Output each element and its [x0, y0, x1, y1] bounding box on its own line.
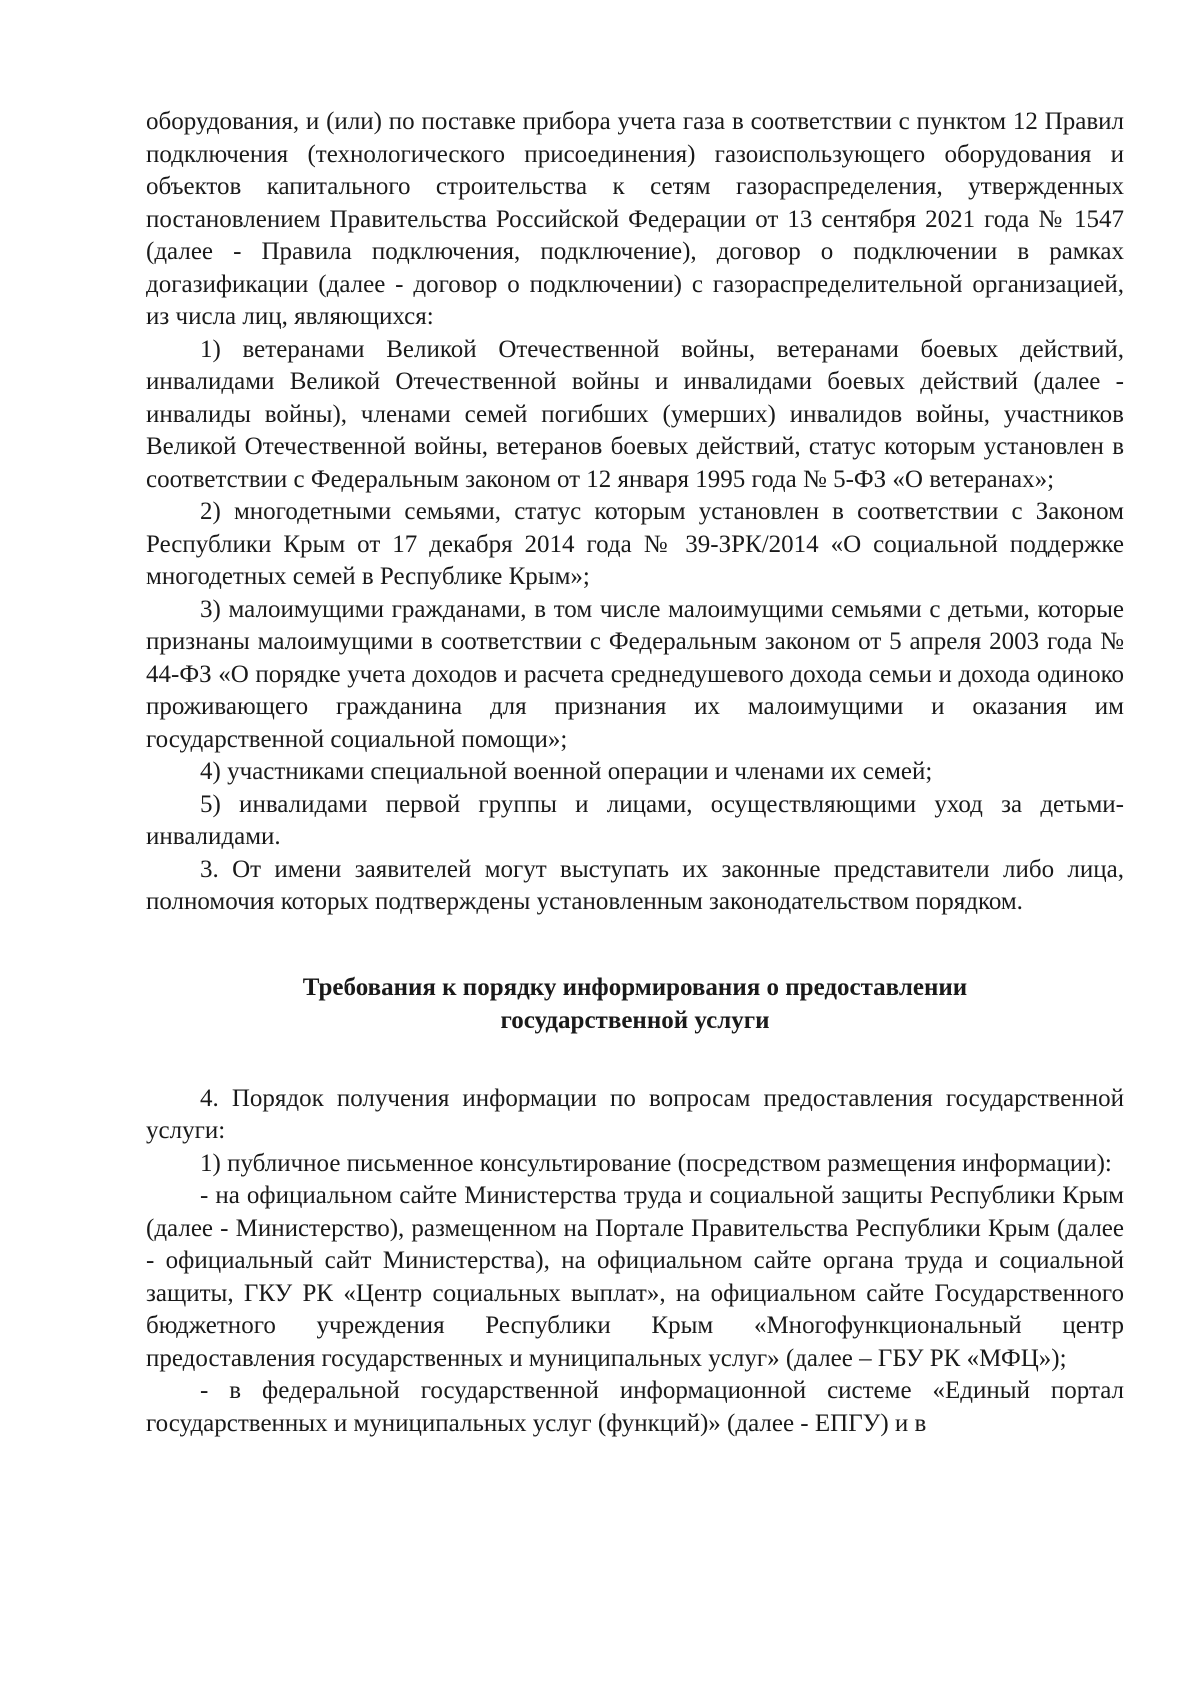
document-body-top [146, 106, 1124, 919]
paragraph-point-4-1: 1) публичное письменное консультирование (посредством размещения информации): [200, 1149, 1112, 1177]
document-page [146, 106, 1124, 1440]
paragraph-point-4-1-a: - на официальном сайте Министерства труда и социальной защиты Республики Крым (далее - Министерство), размещенном на Портале Правительства Республики Крым (далее - официальный сайт Министерства), на официальном сайте органа труда и социальной защиты, ГКУ РК «Центр социальных выплат», на официальном сайте Государственного бюджетного учреждения Республики Крым «Многофункциональный центр предоставления государственных и муниципальных услуг» (далее – ГБУ РК «МФЦ»); [146, 1182, 1124, 1372]
section-heading [146, 971, 1124, 1037]
paragraph-point-3: 3. От имени заявителей могут выступать их законные представители либо лица, полномочия которых подтверждены установленным законодательством порядком. [146, 855, 1124, 915]
paragraph-point-4-1-b: - в федеральной государственной информационной системе «Единый портал государственных и муниципальных услуг (функций)» (далее - ЕПГУ) и в [146, 1377, 1124, 1437]
paragraph-point-4: 4. Порядок получения информации по вопросам предоставления государственной услуги: [146, 1084, 1124, 1144]
paragraph-intro: оборудования, и (или) по поставке прибора учета газа в соответствии с пунктом 12 Правил подключения (технологического присоединения) газоиспользующего оборудования и объектов капитального строительства к сетям газораспределения, утвержденных постановлением Правительства Российской Федерации от 13 сентября 2021 года № 1547 (далее - Правила подключения, подключение), договор о подключении в рамках догазификации (далее - договор о подключении) с газораспределительной организацией, из числа лиц, являющихся: [146, 108, 1124, 330]
paragraph-item-2: 2) многодетными семьями, статус которым установлен в соответствии с Законом Республики Крым от 17 декабря 2014 года № 39-ЗРК/2014 «О социальной поддержке многодетных семей в Республике Крым»; [146, 498, 1124, 590]
section-heading-line-2: государственной услуги [500, 1006, 770, 1034]
paragraph-item-1: 1) ветеранами Великой Отечественной войны, ветеранами боевых действий, инвалидами Великой Отечественной войны и инвалидами боевых действий (далее - инвалиды войны), членами семей погибших (умерших) инвалидов войны, участников Великой Отечественной войны, ветеранов боевых действий, статус которым установлен в соответствии с Федеральным законом от 12 января 1995 года № 5-ФЗ «О ветеранах»; [146, 335, 1124, 493]
paragraph-item-3: 3) малоимущими гражданами, в том числе малоимущими семьями с детьми, которые признаны малоимущими в соответствии с Федеральным законом от 5 апреля 2003 года № 44-ФЗ «О порядке учета доходов и расчета среднедушевого дохода семьи и дохода одиноко проживающего гражданина для признания их малоимущими и оказания им государственной социальной помощи»; [146, 595, 1124, 753]
paragraph-item-4: 4) участниками специальной военной операции и членами их семей; [200, 758, 933, 785]
paragraph-item-5: 5) инвалидами первой группы и лицами, осуществляющими уход за детьми-инвалидами. [146, 790, 1124, 850]
document-body-bottom [146, 1083, 1124, 1441]
section-heading-line-1: Требования к порядку информирования о предоставлении [302, 973, 968, 1001]
